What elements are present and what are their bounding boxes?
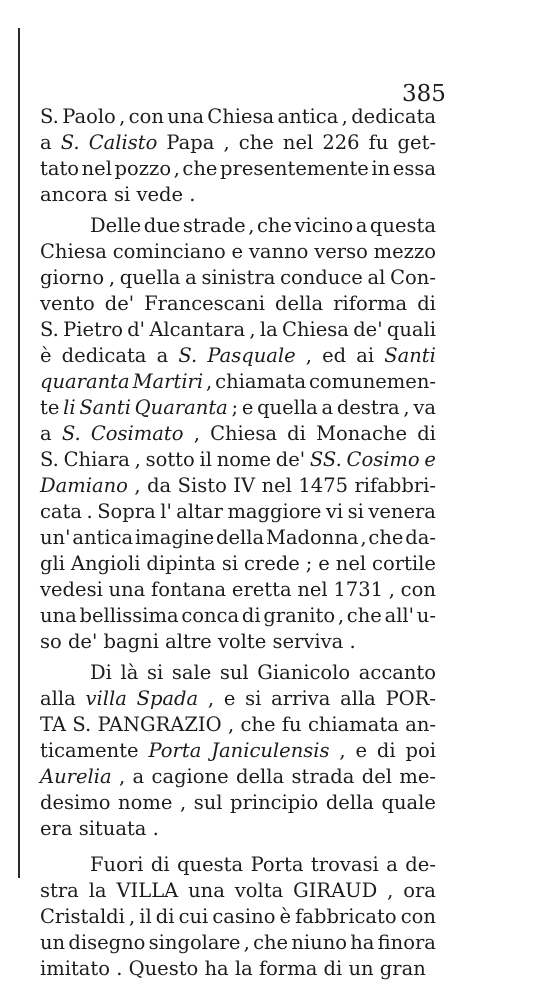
- word: e: [355, 739, 368, 762]
- word: quali: [386, 318, 436, 341]
- word: villa: [85, 687, 127, 710]
- word: di: [323, 957, 349, 980]
- text-line: [40, 525, 436, 551]
- word: Con-: [390, 266, 436, 289]
- word: a: [132, 765, 145, 788]
- word: principio: [230, 791, 319, 814]
- word: in: [371, 157, 391, 180]
- word: quaranta: [40, 370, 130, 393]
- text-line: [40, 395, 436, 421]
- text-line: [40, 712, 436, 738]
- word: sul: [219, 661, 249, 684]
- text-line: [40, 130, 436, 156]
- word: quella: [119, 266, 181, 289]
- text-line: [40, 878, 436, 904]
- word: te: [40, 396, 60, 419]
- word: nel: [282, 131, 314, 154]
- word: al: [367, 266, 386, 289]
- word: S.: [40, 318, 59, 341]
- word: da-: [405, 526, 436, 549]
- word: GIRAUD: [293, 879, 378, 902]
- word: ,: [206, 370, 213, 393]
- word: venera: [368, 500, 436, 523]
- text-line: [40, 904, 436, 930]
- text-line: [40, 182, 436, 208]
- text-line: [40, 369, 436, 395]
- word: ,: [305, 344, 312, 367]
- word: poi: [405, 739, 436, 762]
- word: Cosimato: [90, 422, 184, 445]
- word: de': [104, 292, 135, 315]
- word: un': [40, 526, 71, 549]
- word: con: [128, 105, 164, 128]
- word: Delle: [90, 214, 142, 237]
- word: finora: [377, 931, 436, 954]
- word: .: [349, 630, 356, 653]
- word: là: [120, 661, 139, 684]
- word: ,: [119, 105, 126, 128]
- word: chiamata: [307, 713, 399, 736]
- word: che: [256, 214, 292, 237]
- word: cata: [40, 500, 83, 523]
- word: a: [185, 266, 197, 289]
- word: Damiano: [40, 474, 128, 497]
- word: ha: [350, 931, 375, 954]
- word: della: [325, 791, 374, 814]
- word: Questo: [128, 957, 205, 980]
- word: Chiesa: [207, 105, 275, 128]
- word: fu: [368, 131, 389, 154]
- word: vedesi: [40, 578, 103, 601]
- word: cui: [178, 905, 209, 928]
- word: maggiore: [227, 500, 322, 523]
- text-line: [40, 577, 436, 603]
- page-number: 385: [402, 81, 446, 107]
- text-line: [40, 343, 436, 369]
- word: ,: [128, 905, 136, 928]
- word: sale: [171, 661, 212, 684]
- word: imagine: [134, 526, 215, 549]
- word: crede: [244, 552, 300, 575]
- word: dedicata: [61, 344, 147, 367]
- word: è: [279, 905, 292, 928]
- word: Chiesa: [40, 240, 107, 263]
- word: Chiesa: [210, 422, 277, 445]
- word: volta: [234, 879, 284, 902]
- word: dipinta: [146, 552, 216, 575]
- word: Papa: [166, 131, 215, 154]
- text-line: [40, 738, 436, 764]
- word: accanto: [358, 661, 436, 684]
- word: la: [259, 318, 278, 341]
- word: Monache: [316, 422, 407, 445]
- word: che: [240, 713, 276, 736]
- word: destra: [336, 396, 400, 419]
- word: ,: [337, 604, 345, 627]
- word: che: [346, 604, 382, 627]
- text-line: [40, 104, 436, 130]
- word: POR-: [385, 687, 436, 710]
- text-line: [40, 603, 436, 629]
- word: d': [127, 318, 146, 341]
- word: si: [221, 552, 239, 575]
- word: Sisto: [177, 474, 227, 497]
- word: gli: [40, 552, 65, 575]
- word: nome: [118, 791, 173, 814]
- word: situata: [78, 817, 153, 840]
- word: VILLA: [116, 879, 179, 902]
- word: 1731: [333, 578, 384, 601]
- word: de-: [405, 853, 436, 876]
- word: un: [40, 931, 66, 954]
- word: singolare: [148, 931, 241, 954]
- text-line: [40, 317, 436, 343]
- word: della: [236, 765, 285, 788]
- word: quale: [381, 791, 436, 814]
- word: stra: [40, 879, 79, 902]
- word: all': [384, 604, 415, 627]
- word: Di: [90, 661, 112, 684]
- word: ancora: [40, 183, 114, 206]
- word: che: [238, 131, 274, 154]
- word: conduce: [280, 266, 363, 289]
- text-line: [40, 764, 436, 790]
- word: la: [88, 879, 107, 902]
- word: Pasquale: [207, 344, 296, 367]
- word: Paolo: [62, 105, 116, 128]
- word: vento: [40, 292, 95, 315]
- word: niuno: [291, 931, 347, 954]
- word: riforma: [333, 292, 408, 315]
- word: volte: [217, 630, 273, 653]
- text-line: [40, 265, 436, 291]
- word: del: [361, 765, 393, 788]
- word: il: [139, 905, 152, 928]
- word: essa: [392, 157, 436, 180]
- word: an-: [405, 713, 436, 736]
- word: casino: [212, 905, 276, 928]
- word: .: [152, 817, 159, 840]
- word: S.: [60, 131, 80, 154]
- word: strada: [291, 765, 355, 788]
- word: di: [376, 739, 396, 762]
- word: Chiesa: [282, 318, 349, 341]
- word: si: [114, 183, 137, 206]
- text-line: [40, 686, 436, 712]
- word: Alcantara: [149, 318, 246, 341]
- word: tato: [40, 157, 80, 180]
- word: Fuori: [90, 853, 144, 876]
- word: con: [400, 905, 436, 928]
- word: va: [413, 396, 436, 419]
- word: presentemente: [220, 157, 369, 180]
- word: altar: [176, 500, 223, 523]
- word: ,: [249, 318, 256, 341]
- text-line: [40, 629, 436, 655]
- word: S.: [61, 422, 81, 445]
- word: ,: [403, 396, 410, 419]
- word: cagione: [151, 765, 229, 788]
- word: S.: [40, 105, 59, 128]
- word: u-: [416, 604, 436, 627]
- word: questa: [369, 214, 436, 237]
- word: il: [199, 448, 212, 471]
- word: 1475: [298, 474, 349, 497]
- word: ed: [322, 344, 347, 367]
- word: a: [156, 344, 169, 367]
- word: nel: [261, 474, 292, 497]
- word: sul: [193, 791, 223, 814]
- word: S.: [40, 448, 59, 471]
- word: li: [63, 396, 76, 419]
- word: ha: [204, 957, 235, 980]
- word: Angioli: [70, 552, 141, 575]
- word: con: [400, 578, 436, 601]
- word: ,: [108, 266, 116, 289]
- word: questa: [177, 853, 244, 876]
- word: vicino: [294, 214, 354, 237]
- word: di: [417, 422, 436, 445]
- word: ,: [227, 713, 235, 736]
- word: forma: [258, 957, 324, 980]
- word: ,: [223, 131, 230, 154]
- word: de': [275, 448, 306, 471]
- word: gran: [379, 957, 426, 980]
- word: pozzo: [114, 157, 172, 180]
- word: chiamata: [215, 370, 307, 393]
- word: di: [155, 905, 175, 928]
- word: trovasi: [310, 853, 379, 876]
- word: cominciano: [112, 240, 226, 263]
- word: ai: [356, 344, 375, 367]
- word: altre: [165, 630, 218, 653]
- word: me-: [399, 765, 436, 788]
- word: ,: [339, 739, 346, 762]
- word: di: [241, 604, 261, 627]
- word: ,: [173, 157, 180, 180]
- word: de': [353, 318, 383, 341]
- word: get-: [397, 131, 436, 154]
- word: giorno: [40, 266, 105, 289]
- word: a: [355, 214, 368, 237]
- word: so: [40, 630, 68, 653]
- word: a: [40, 131, 52, 154]
- word: fontana: [151, 578, 227, 601]
- word: ,: [243, 931, 250, 954]
- word: desimo: [40, 791, 111, 814]
- word: Madonna: [265, 526, 359, 549]
- word: conca: [181, 604, 240, 627]
- word: de': [67, 630, 104, 653]
- text-line: [40, 790, 436, 816]
- text-line: [40, 816, 436, 842]
- word: ,: [388, 578, 395, 601]
- word: granito: [263, 604, 336, 627]
- word: e: [424, 448, 436, 471]
- word: .: [189, 183, 196, 206]
- word: Santi: [384, 344, 436, 367]
- word: 226: [322, 131, 360, 154]
- word: sotto: [145, 448, 195, 471]
- word: alla: [40, 687, 76, 710]
- word: si: [146, 661, 164, 684]
- word: fu: [281, 713, 302, 736]
- text-line: [40, 473, 436, 499]
- text-line: [40, 930, 436, 956]
- word: cortile: [372, 552, 436, 575]
- word: ;: [305, 552, 313, 575]
- text-line: [40, 213, 436, 239]
- word: bellissima: [79, 604, 179, 627]
- text-line: [40, 156, 436, 182]
- word: IV: [233, 474, 256, 497]
- word: mezzo: [373, 240, 436, 263]
- word: .: [116, 957, 129, 980]
- word: la: [234, 957, 259, 980]
- word: Martiri: [132, 370, 204, 393]
- word: vi: [325, 500, 344, 523]
- word: e: [241, 396, 254, 419]
- word: comunemen-: [309, 370, 436, 393]
- word: ,: [118, 765, 126, 788]
- word: Porta: [250, 853, 304, 876]
- word: Santi: [79, 396, 131, 419]
- word: arriva: [271, 687, 331, 710]
- word: che: [253, 931, 289, 954]
- word: due: [143, 214, 181, 237]
- word: rifabbri-: [354, 474, 436, 497]
- text-line: [40, 421, 436, 447]
- word: a: [386, 853, 398, 876]
- word: antica: [277, 105, 339, 128]
- word: SS.: [309, 448, 342, 471]
- word: ,: [207, 687, 215, 710]
- word: S.: [72, 713, 92, 736]
- page-binding-edge: [18, 28, 20, 878]
- word: Quaranta: [134, 396, 228, 419]
- word: eretta: [231, 578, 292, 601]
- word: si: [245, 687, 262, 710]
- word: un: [348, 957, 380, 980]
- word: ,: [134, 448, 141, 471]
- word: TA: [40, 713, 67, 736]
- text-line: [40, 499, 436, 525]
- word: e: [223, 687, 236, 710]
- word: di: [287, 422, 306, 445]
- word: verso: [314, 240, 368, 263]
- word: una: [167, 105, 204, 128]
- word: a: [321, 396, 334, 419]
- word: strade: [182, 214, 246, 237]
- word: sinistra: [201, 266, 276, 289]
- word: ,: [134, 474, 141, 497]
- word: e: [318, 552, 330, 575]
- word: .: [86, 500, 93, 523]
- word: PANGRAZIO: [97, 713, 222, 736]
- body-text: [40, 104, 436, 982]
- word: nel: [297, 578, 328, 601]
- word: Cosimo: [346, 448, 420, 471]
- word: serviva: [272, 630, 350, 653]
- word: ,: [179, 791, 187, 814]
- word: vede: [136, 183, 190, 206]
- word: di: [150, 853, 170, 876]
- word: Cristaldi: [40, 905, 125, 928]
- text-line: [40, 239, 436, 265]
- word: ;: [231, 396, 239, 419]
- word: nel: [335, 552, 367, 575]
- word: Gianicolo: [257, 661, 351, 684]
- text-line: [40, 956, 436, 982]
- text-line: [40, 291, 436, 317]
- word: S.: [178, 344, 198, 367]
- word: una: [40, 604, 77, 627]
- word: Porta: [148, 739, 202, 762]
- word: una: [188, 879, 225, 902]
- word: Francescani: [144, 292, 266, 315]
- word: l': [160, 500, 172, 523]
- word: bagni: [103, 630, 166, 653]
- word: della: [275, 292, 324, 315]
- word: è: [40, 344, 52, 367]
- word: ora: [403, 879, 436, 902]
- word: ,: [193, 422, 200, 445]
- word: dedicata: [351, 105, 436, 128]
- word: Calisto: [88, 131, 158, 154]
- text-line: [40, 551, 436, 577]
- word: Janiculensis: [211, 739, 330, 762]
- word: era: [40, 817, 79, 840]
- word: imitato: [40, 957, 117, 980]
- word: a: [40, 422, 52, 445]
- word: vanno: [248, 240, 309, 263]
- word: quella: [257, 396, 318, 419]
- text-line: [40, 447, 436, 473]
- word: della: [216, 526, 265, 549]
- word: antica: [72, 526, 134, 549]
- word: da: [147, 474, 172, 497]
- word: e: [231, 240, 244, 263]
- text-line: [40, 852, 436, 878]
- word: ,: [248, 214, 255, 237]
- word: alla: [340, 687, 376, 710]
- word: Chiara: [63, 448, 130, 471]
- word: ticamente: [40, 739, 139, 762]
- word: si: [347, 500, 364, 523]
- word: ,: [387, 879, 394, 902]
- word: nome: [216, 448, 272, 471]
- word: che: [182, 157, 218, 180]
- word: Spada: [136, 687, 199, 710]
- word: Sopra: [97, 500, 156, 523]
- word: fabbricato: [295, 905, 397, 928]
- word: che: [368, 526, 404, 549]
- word: nel: [81, 157, 112, 180]
- word: ,: [341, 105, 348, 128]
- text-line: [40, 660, 436, 686]
- word: una: [108, 578, 146, 601]
- word: Pietro: [63, 318, 123, 341]
- word: ,: [360, 526, 367, 549]
- word: di: [417, 292, 436, 315]
- word: Aurelia: [40, 765, 112, 788]
- word: disegno: [68, 931, 146, 954]
